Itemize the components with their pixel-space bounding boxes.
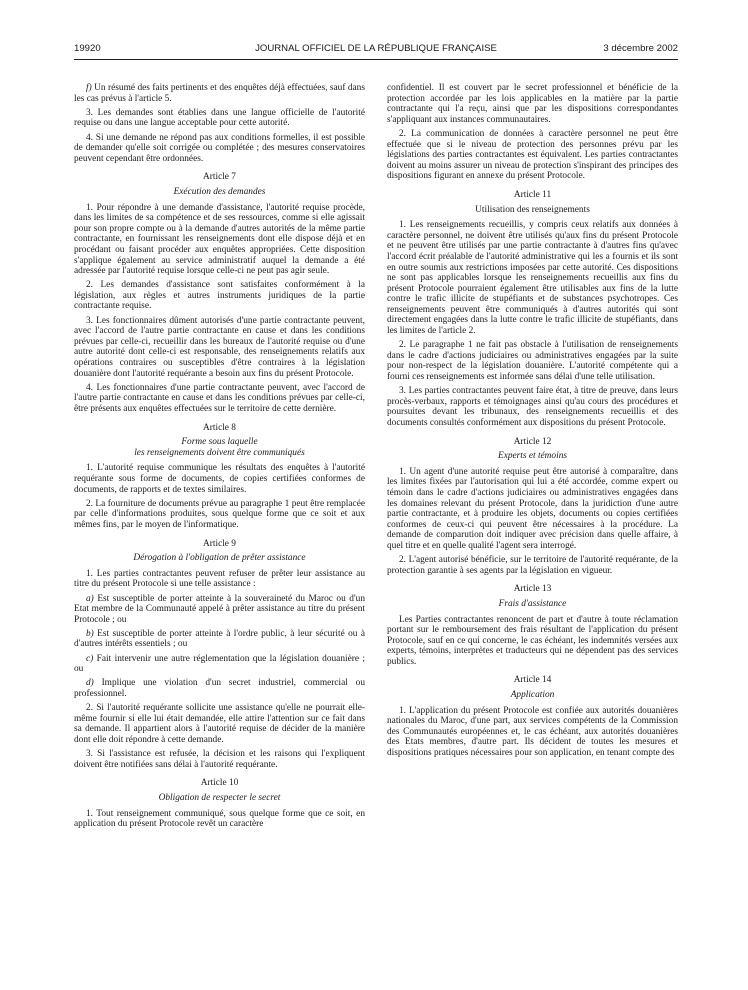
list-letter: b) bbox=[86, 628, 94, 639]
list-text: Fait intervenir une autre réglementation que la législation douanière ; ou bbox=[74, 653, 365, 675]
paragraph: 2. L'agent autorisé bénéficie, sur le territoire de l'autorité requérante, de la protection garantie à ses agents par la législation en vigueur. bbox=[387, 555, 678, 576]
page-number: 19920 bbox=[74, 43, 101, 54]
article-title: Article 7 bbox=[203, 172, 236, 183]
list-letter: d) bbox=[86, 678, 94, 689]
paragraph: 4. Si une demande ne répond pas aux conditions formelles, il est possible de demander qu'elle soit corrigée ou complétée ; des mesures conservatoires peuvent cependant être ordonnées. bbox=[74, 132, 365, 164]
list-item bbox=[74, 654, 365, 675]
paragraph: 4. Les fonctionnaires d'une partie contractante peuvent, avec l'accord de l'autre partie contractante en cause et dans les conditions prévues par celle-ci, être présents aux enquêtes effectuées sur le territoire de cette dernière. bbox=[74, 382, 365, 414]
paragraph-continuation: confidentiel. Il est couvert par le secret professionnel et bénéficie de la protection accordée par les lois applicables en la matière par la partie contractante qui l'a reçu, ainsi que par les dispositions correspondantes s'appliquant aux instances communautaires. bbox=[387, 83, 678, 125]
article-subtitle: Utilisation des renseignements bbox=[475, 204, 590, 215]
article-subtitle: Frais d'assistance bbox=[498, 598, 567, 609]
article-subtitle: les renseignements doivent être communiqués bbox=[134, 447, 305, 458]
paragraph-f bbox=[74, 83, 365, 104]
paragraph: 2. Les demandes d'assistance sont satisfaites conformément à la législation, aux règles et autres instruments juridiques de la partie contractante requise. bbox=[74, 280, 365, 312]
header-rule bbox=[74, 59, 678, 60]
paragraph: 2. La communication de données à caractère personnel ne peut être effectuée que si le niveau de protection des personnes prévu par les législations des parties contractantes est équivalent. Les parties contractantes doivent au moins assurer un niveau de protection s'inspirant des principes des dispositions figurant en annexe du présent Protocole. bbox=[387, 128, 678, 182]
article-title: Article 14 bbox=[513, 675, 552, 686]
paragraph: 1. Les parties contractantes peuvent refuser de prêter leur assistance au titre du présent Protocole si une telle assistance : bbox=[74, 568, 365, 590]
paragraph: 1. Tout renseignement communiqué, sous quelque forme que ce soit, en application du présent Protocole revêt un caractère bbox=[74, 808, 365, 830]
paragraph: 3. Si l'assistance est refusée, la décision et les raisons qui l'expliquent doivent être notifiées sans délai à l'autorité requérante. bbox=[74, 749, 365, 770]
article-title: Article 9 bbox=[203, 538, 236, 549]
page-header bbox=[74, 43, 678, 59]
paragraph: 2. Le paragraphe 1 ne fait pas obstacle à l'utilisation de renseignements dans le cadre d'actions judiciaires ou administratives engagées par la suite pour non-respect de la législation douanière. L'autorité compétente qui a fourni ces renseignements est informée sans délai d'une telle utilisation. bbox=[387, 340, 678, 383]
paragraph: 1. Pour répondre à une demande d'assistance, l'autorité requise procède, dans les limites de sa compétence et de ses ressources, comme si elle agissait pour son propre compte ou à la demande d'autres autorités de la même partie contractante, en fournissant les renseignements dont elle dispose déjà et en procédant ou faisant procéder aux enquêtes appropriées. Cette disposition s'applique également au service administratif auquel la demande a été adressée par l'autorité requise lorsque celle-ci ne peut pas agir seule. bbox=[74, 202, 365, 277]
list-item bbox=[74, 629, 365, 650]
article-subtitle: Experts et témoins bbox=[497, 451, 568, 462]
article-subtitle: Forme sous laquelle bbox=[181, 437, 258, 448]
paragraph: 3. Les parties contractantes peuvent faire état, à titre de preuve, dans leurs procès-verbaux, rapports et témoignages ainsi qu'au cours des procédures et poursuites devant les tribunaux, des renseignements recueillis et des documents consultés conformément aux dispositions du présent Protocole. bbox=[387, 386, 678, 428]
article-title: Article 11 bbox=[513, 189, 552, 200]
list-text: Est susceptible de porter atteinte à la souveraineté du Maroc ou d'un Etat membre de la Communauté appelé à prêter assistance au titre du présent Protocole ; ou bbox=[74, 593, 365, 625]
list-item bbox=[74, 594, 365, 626]
article-subtitle: Exécution des demandes bbox=[173, 186, 266, 197]
list-item bbox=[74, 678, 365, 699]
list-text: Est susceptible de porter atteinte à l'ordre public, à leur sécurité ou à d'autres intérêts essentiels ; ou bbox=[74, 628, 365, 650]
paragraph: 1. Les renseignements recueillis, y compris ceux relatifs aux données à caractère personnel, ne doivent être utilisés qu'aux fins du présent Protocole et ne peuvent être utilisés par une partie contractante à d'autres fins qu'avec l'accord écrit préalable de l'autorité administrative qui les a fournis et ils sont en outre soumis aux restrictions imposées par cette autorité. Ces dispositions ne sont pas applicables lorsque les renseignements recueillis aux fins du présent Protocole pourraient également être utilisables aux fins de la lutte contre le trafic illicite de stupéfiants et de substances psychotropes. Ces renseignements peuvent être communiqués à d'autres autorités qui sont directement engagées dans la lutte contre le trafic illicite de stupéfiants, dans les limites de l'article 2. bbox=[387, 220, 678, 337]
article-title: Article 8 bbox=[203, 422, 236, 433]
list-letter: f) bbox=[86, 83, 92, 93]
article-title: Article 13 bbox=[513, 584, 552, 595]
publication-date: 3 décembre 2002 bbox=[603, 43, 678, 54]
list-letter: c) bbox=[86, 653, 94, 664]
text-columns bbox=[74, 83, 678, 833]
article-subtitle: Obligation de respecter le secret bbox=[158, 792, 281, 803]
journal-title: JOURNAL OFFICIEL DE LA RÉPUBLIQUE FRANÇAISE bbox=[255, 43, 497, 54]
paragraph: 1. L'autorité requise communique les résultats des enquêtes à l'autorité requérante sous forme de documents, de copies certifiées conformes de documents, de rapports et de textes similaires. bbox=[74, 463, 365, 495]
article-title: Article 10 bbox=[200, 778, 239, 789]
paragraph: 1. L'application du présent Protocole est confiée aux autorités douanières nationales du Maroc, d'une part, aux services compétents de la Commission des Communautés européennes et, le cas échéant, aux autorités douanières des Etats membres, d'autre part. Ils décident de toutes les mesures et dispositions pratiques nécessaires pour son application, en tenant compte des bbox=[387, 705, 678, 759]
paragraph: 3. Les demandes sont établies dans une langue officielle de l'autorité requise ou dans une langue acceptable pour cette autorité. bbox=[74, 107, 365, 129]
article-title: Article 12 bbox=[513, 436, 552, 447]
article-subtitle: Application bbox=[510, 690, 555, 701]
paragraph: 2. Si l'autorité requérante sollicite une assistance qu'elle ne pourrait elle-même fournir si elle lui était demandée, elle attire l'attention sur ce fait dans sa demande. Il appartient alors à l'autorité requise de décider de la manière dont elle doit répondre à cette demande. bbox=[74, 703, 365, 745]
left-column bbox=[74, 83, 365, 833]
list-text: Un résumé des faits pertinents et des enquêtes déjà effectuées, sauf dans les cas prévus à l'article 5. bbox=[74, 83, 365, 104]
article-subtitle: Dérogation à l'obligation de prêter assistance bbox=[133, 553, 306, 564]
paragraph: 1. Un agent d'une autorité requise peut être autorisé à comparaître, dans les limites fixées par l'autorisation qui lui a été accordée, comme expert ou témoin dans le cadre d'actions judiciaires ou administratives engagées dans les domaines relevant du présent Protocole, dans la juridiction d'une autre partie contractante, et à produire les objets, documents ou copies certifiées conformes de ceux-ci qui peuvent être nécessaires à la procédure. La demande de comparution doit indiquer avec précision dans quelle affaire, à quel titre et en quelle qualité l'agent sera interrogé. bbox=[387, 466, 678, 551]
list-letter: a) bbox=[86, 593, 94, 604]
right-column bbox=[387, 83, 678, 833]
list-text: Implique une violation d'un secret industriel, commercial ou professionnel. bbox=[74, 678, 365, 700]
paragraph: 2. La fourniture de documents prévue au paragraphe 1 peut être remplacée par celle d'informations produites, sous quelque forme que ce soit et aux mêmes fins, par le moyen de l'informatique. bbox=[74, 498, 365, 530]
paragraph: 3. Les fonctionnaires dûment autorisés d'une partie contractante peuvent, avec l'accord de l'autre partie contractante en cause et dans les conditions prévues par celle-ci, recueillir dans les bureaux de l'autorité requise ou d'une autre autorité dont celle-ci est responsable, des renseignements relatifs aux opérations contraires ou susceptibles d'être contraires à la législation douanière dont l'autorité requérante a besoin aux fins du présent Protocole. bbox=[74, 315, 365, 379]
paragraph: Les Parties contractantes renoncent de part et d'autre à toute réclamation portant sur le remboursement des frais résultant de l'application du présent Protocole, sauf en ce qui concerne, le cas échéant, les indemnités versées aux experts, témoins, interprètes et traducteurs qui ne dépendent pas des services publics. bbox=[387, 614, 678, 667]
